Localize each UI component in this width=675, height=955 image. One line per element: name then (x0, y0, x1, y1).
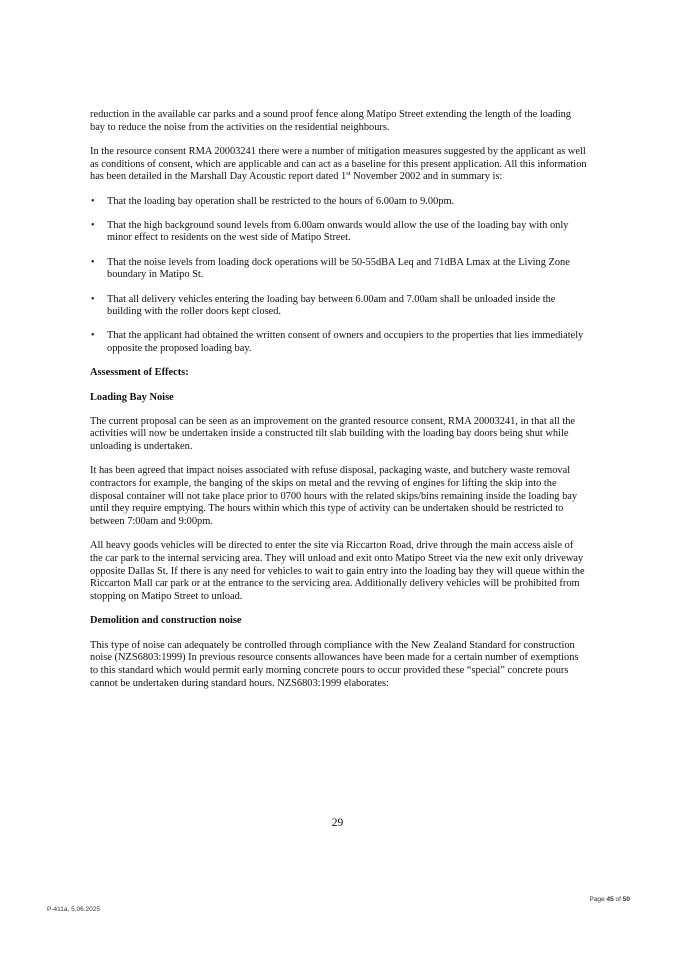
list-item-text: That the applicant had obtained the written consent of owners and occupiers to the properties that lies immediately opposite the proposed loading bay. (107, 330, 584, 355)
heading-loading-bay-noise: Loading Bay Noise (90, 391, 174, 403)
footer-page-indicator (589, 896, 630, 903)
footer-reference: P-411a, 5.06.2025 (47, 906, 101, 913)
consent-paragraph-text-end: November 2002 and in summary is: (350, 171, 503, 183)
ordinal-suffix: st (346, 170, 351, 178)
list-item-text: That all delivery vehicles entering the loading bay between 6.00am and 7.00am shall be unloaded inside the building with the roller doors kept closed. (107, 293, 556, 318)
mitigation-list (90, 196, 588, 356)
list-item (90, 220, 588, 245)
bullet-icon: • (91, 330, 95, 342)
bullet-icon: • (91, 256, 95, 268)
bullet-icon: • (91, 195, 95, 207)
footer-page-of: of (615, 896, 621, 903)
consent-paragraph (90, 146, 588, 184)
loading-bay-paragraph-2: It has been agreed that impact noises associated with refuse disposal, packaging waste, and butchery waste removal contractors for example, the banging of the skips on metal and the revving of engines for lifting the skip into the disposal container will not take place prior to 0700 hours with the related skips/bins remaining inside the loading bay until they require emptying. The hours within which this type of activity can be undertaken should be restricted to between 7:00am and 9:00pm. (90, 465, 578, 528)
heading-demolition-construction-noise: Demolition and construction noise (90, 615, 242, 627)
list-item (90, 330, 588, 355)
footer-page-total: 50 (622, 896, 630, 903)
intro-paragraph: reduction in the available car parks and a sound proof fence along Matipo Street extending the length of the loading bay to reduce the noise from the activities on the residential neighbours. (90, 109, 571, 133)
demolition-paragraph: This type of noise can adequately be controlled through compliance with the New Zealand Standard for construction noise (NZS6803:1999) In previous resource consents allowances have been made for a certain number of exemptions to this standard which would permit early morning concrete pours to occur provided these “special” concrete pours cannot be undertaken during standard hours. NZS6803:1999 elaborates: (90, 639, 579, 689)
list-item-text: That the loading bay operation shall be restricted to the hours of 6.00am to 9.00pm. (107, 195, 455, 207)
list-item (90, 257, 588, 282)
footer-page-label: Page (589, 896, 605, 903)
list-item-text: That the high background sound levels from 6.00am onwards would allow the use of the loading bay with only minor effect to residents on the west side of Matipo Street. (107, 219, 569, 244)
bullet-icon: • (91, 219, 95, 231)
heading-assessment-of-effects: Assessment of Effects: (90, 367, 189, 379)
loading-bay-paragraph-1: The current proposal can be seen as an improvement on the granted resource consent, RMA 20003241, in that all the activities will now be undertaken inside a constructed tilt slab building with the loading bay doors being shut while unloading is undertaken. (90, 415, 576, 453)
footer-page-current: 45 (606, 896, 614, 903)
list-item (90, 196, 588, 209)
loading-bay-paragraph-3: All heavy goods vehicles will be directed to enter the site via Riccarton Road, drive through the main access aisle of the car park to the internal servicing area. They will unload and exit onto Matipo Street via the new exit only driveway opposite Dallas St. If there is any need for vehicles to wait to gain entry into the loading bay they will queue within the Riccarton Mall car park or at the entrance to the servicing area. Additionally delivery vehicles will be prohibited from stopping on Matipo Street to unload. (90, 540, 585, 603)
list-item-text: That the noise levels from loading dock operations will be 50-55dBA Leq and 71dBA Lmax at the Living Zone boundary in Matipo St. (107, 256, 570, 281)
bullet-icon: • (91, 293, 95, 305)
document-page-number: 29 (331, 817, 344, 829)
consent-paragraph-text: In the resource consent RMA 20003241 there were a number of mitigation measures suggested by the applicant as well as conditions of consent, which are applicable and can act as a baseline for this present application. All this information has been detailed in the Marshall Day Acoustic report dated 1 (90, 145, 587, 183)
list-item (90, 294, 588, 319)
document-body (90, 109, 588, 702)
